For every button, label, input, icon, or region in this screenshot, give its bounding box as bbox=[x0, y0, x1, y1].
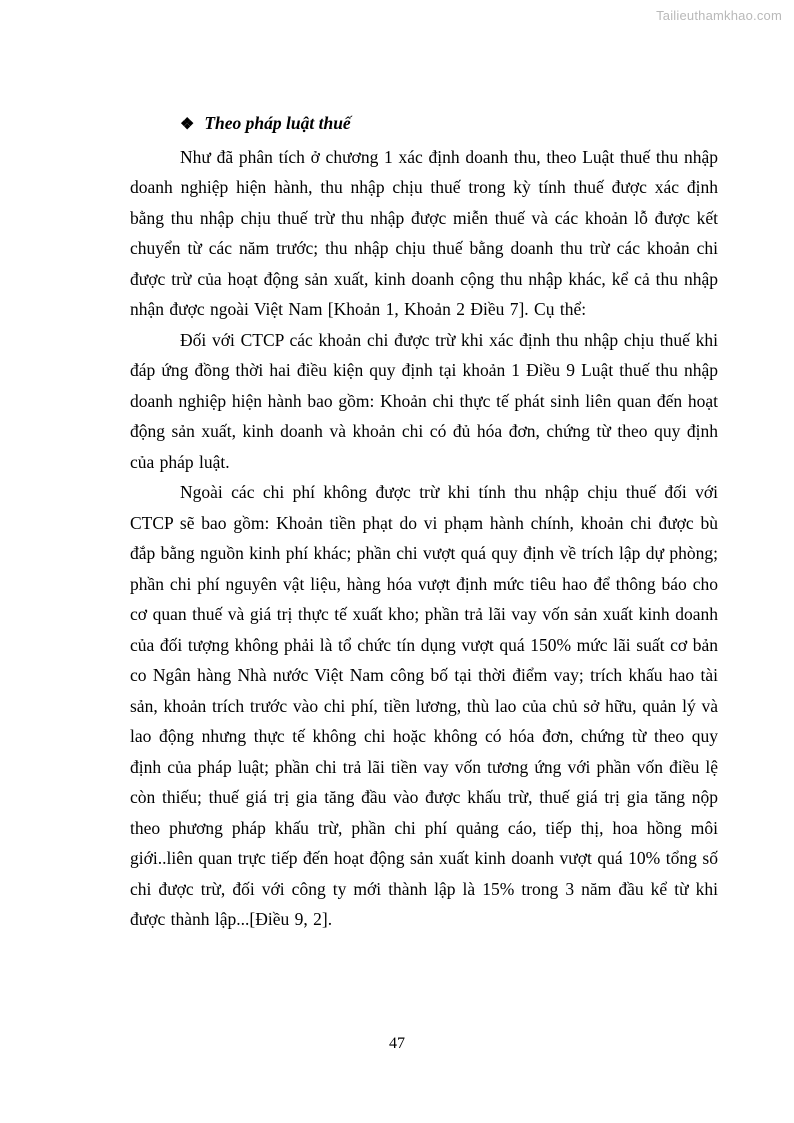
section-heading-text: Theo pháp luật thuế bbox=[204, 113, 351, 133]
diamond-bullet-icon: ❖ bbox=[180, 116, 195, 133]
paragraph-non-deductible-expenses: Ngoài các chi phí không được trừ khi tính thu nhập chịu thuế đối với CTCP sẽ bao gồm: Khoản tiền phạt do vi phạm hành chính, khoản chi được bù đắp bằng nguồn kinh phí khác; phần chi vượt quá quy định về trích lập dự phòng; phần chi phí nguyên vật liệu, hàng hóa vượt định mức tiêu hao để thông báo cho cơ quan thuế và giá trị thực tế xuất kho; phần trả lãi vay vốn sản xuất kinh doanh của đối tượng không phải là tổ chức tín dụng vượt quá 150% mức lãi suất cơ bản co Ngân hàng Nhà nước Việt Nam công bố tại thời điểm vay; trích khấu hao tài sản, khoản trích trước vào chi phí, tiền lương, thù lao của chủ sở hữu, quản lý và lao động nhưng thực tế không chi hoặc không có hóa đơn, chứng từ theo quy định của pháp luật; phần chi trả lãi tiền vay vốn tương ứng với phần vốn điều lệ còn thiếu; thuế giá trị gia tăng đầu vào được khấu trừ, thuế giá trị gia tăng nộp theo phương pháp khấu trừ, phần chi phí quảng cáo, tiếp thị, hoa hồng môi giới..liên quan trực tiếp đến hoạt động sản xuất kinh doanh vượt quá 10% tổng số chi được trừ, đối với công ty mới thành lập là 15% trong 3 năm đầu kể từ khi được thành lập...[Điều 9, 2]. bbox=[130, 482, 718, 929]
paragraph-income-definition: Như đã phân tích ở chương 1 xác định doanh thu, theo Luật thuế thu nhập doanh nghiệp hiện hành, thu nhập chịu thuế trong kỳ tính thuế được xác định bằng thu nhập chịu thuế trừ thu nhập được miễn thuế và các khoản lỗ được kết chuyển từ các năm trước; thu nhập chịu thuế bằng doanh thu trừ các khoản chi được trừ của hoạt động sản xuất, kinh doanh cộng thu nhập khác, kể cả thu nhập nhận được ngoài Việt Nam [Khoản 1, Khoản 2 Điều 7]. Cụ thể: bbox=[130, 146, 718, 319]
page-number: 47 bbox=[389, 1035, 405, 1052]
watermark-text: Tailieuthamkhao.com bbox=[656, 8, 782, 23]
paragraph-deductible-conditions: Đối với CTCP các khoản chi được trừ khi xác định thu nhập chịu thuế khi đáp ứng đồng thời hai điều kiện quy định tại khoản 1 Điều 9 Luật thuế thu nhập doanh nghiệp hiện hành bao gồm: Khoản chi thực tế phát sinh liên quan đến hoạt động sản xuất, kinh doanh và khoản chi có đủ hóa đơn, chứng từ theo quy định của pháp luật. bbox=[130, 329, 718, 472]
section-heading bbox=[130, 108, 718, 141]
document-content bbox=[130, 108, 718, 935]
